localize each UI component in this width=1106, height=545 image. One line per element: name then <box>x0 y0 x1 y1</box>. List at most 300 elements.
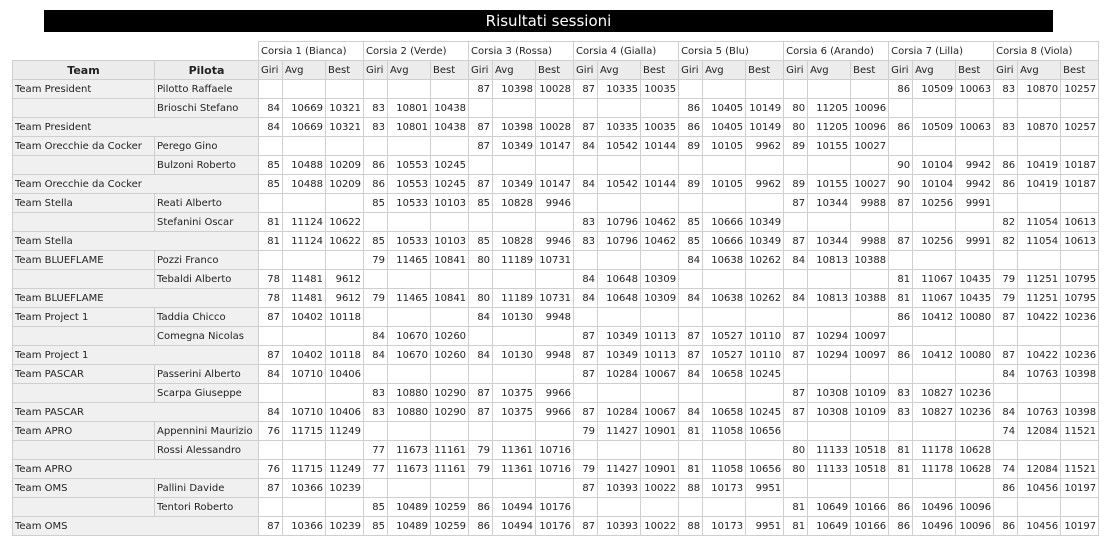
result-cell <box>469 365 493 384</box>
result-cell: 10022 <box>641 479 679 498</box>
result-cell <box>851 422 889 441</box>
result-cell <box>388 308 431 327</box>
result-cell: 10209 <box>326 156 364 175</box>
sub-column-header: Avg <box>388 61 431 80</box>
result-cell <box>493 365 536 384</box>
result-cell: 9962 <box>746 137 784 156</box>
result-cell <box>536 270 574 289</box>
result-cell: 10109 <box>851 403 889 422</box>
result-cell <box>746 441 784 460</box>
result-cell: 10130 <box>493 346 536 365</box>
result-cell: 11133 <box>808 441 851 460</box>
team-name <box>13 327 155 346</box>
result-cell: 10435 <box>956 270 994 289</box>
result-cell <box>889 422 913 441</box>
result-cell: 10658 <box>703 403 746 422</box>
result-cell <box>259 384 283 403</box>
result-cell: 11054 <box>1018 232 1061 251</box>
result-cell <box>469 479 493 498</box>
result-cell <box>364 270 388 289</box>
corsia-header: Corsia 7 (Lilla) <box>889 42 994 61</box>
team-name: Team OMS <box>13 517 259 536</box>
team-total-row <box>13 232 1099 251</box>
pilot-name: Pilotto Raffaele <box>155 80 259 99</box>
result-cell: 78 <box>259 270 283 289</box>
sub-column-header: Best <box>746 61 784 80</box>
result-cell: 86 <box>994 156 1018 175</box>
result-cell: 89 <box>679 175 703 194</box>
result-cell: 10406 <box>326 365 364 384</box>
result-cell: 83 <box>364 403 388 422</box>
result-cell: 84 <box>469 346 493 365</box>
result-cell: 10290 <box>431 403 469 422</box>
pilot-name: Rossi Alessandro <box>155 441 259 460</box>
result-cell: 10294 <box>808 327 851 346</box>
result-cell: 10494 <box>493 498 536 517</box>
result-cell: 87 <box>574 403 598 422</box>
result-cell <box>851 270 889 289</box>
result-cell: 79 <box>574 460 598 479</box>
result-cell: 85 <box>259 175 283 194</box>
result-cell: 83 <box>574 213 598 232</box>
result-cell: 10103 <box>431 194 469 213</box>
result-cell: 10104 <box>913 156 956 175</box>
result-cell: 10027 <box>851 175 889 194</box>
result-cell: 11161 <box>431 460 469 479</box>
result-cell: 10035 <box>641 80 679 99</box>
result-cell: 10419 <box>1018 156 1061 175</box>
result-cell: 10801 <box>388 99 431 118</box>
result-cell: 10239 <box>326 479 364 498</box>
result-cell: 10176 <box>536 498 574 517</box>
pilot-row <box>13 441 1099 460</box>
result-cell: 10613 <box>1061 213 1099 232</box>
result-cell: 10149 <box>746 118 784 137</box>
pilot-row <box>13 80 1099 99</box>
result-cell: 79 <box>469 441 493 460</box>
result-cell <box>994 137 1018 156</box>
result-cell: 87 <box>574 327 598 346</box>
result-cell: 87 <box>574 80 598 99</box>
result-cell: 9991 <box>956 232 994 251</box>
sub-column-header: Avg <box>283 61 326 80</box>
result-cell: 10096 <box>851 118 889 137</box>
result-cell: 81 <box>259 213 283 232</box>
results-table <box>12 41 1099 536</box>
result-cell <box>703 308 746 327</box>
result-cell: 83 <box>574 232 598 251</box>
corsia-header: Corsia 6 (Arando) <box>784 42 889 61</box>
result-cell <box>1061 384 1099 403</box>
result-cell <box>913 365 956 384</box>
result-cell: 11178 <box>913 460 956 479</box>
team-name: Team Stella <box>13 232 259 251</box>
result-cell: 86 <box>469 517 493 536</box>
result-cell <box>598 384 641 403</box>
result-cell: 10035 <box>641 118 679 137</box>
result-cell: 80 <box>784 460 808 479</box>
result-cell: 10349 <box>598 327 641 346</box>
team-name <box>13 213 155 232</box>
result-cell: 11058 <box>703 422 746 441</box>
result-cell <box>703 194 746 213</box>
result-cell: 79 <box>364 289 388 308</box>
result-cell <box>364 213 388 232</box>
result-cell: 84 <box>994 365 1018 384</box>
result-cell <box>851 213 889 232</box>
result-cell: 10880 <box>388 384 431 403</box>
result-cell <box>641 308 679 327</box>
result-cell: 11521 <box>1061 460 1099 479</box>
result-cell <box>1018 137 1061 156</box>
result-cell: 10419 <box>1018 175 1061 194</box>
result-cell <box>913 479 956 498</box>
result-cell: 11124 <box>283 213 326 232</box>
sub-column-header: Giri <box>994 61 1018 80</box>
result-cell: 10349 <box>746 232 784 251</box>
result-cell: 87 <box>469 137 493 156</box>
result-cell: 10308 <box>808 384 851 403</box>
result-cell: 10828 <box>493 194 536 213</box>
team-name: Team PASCAR <box>13 365 155 384</box>
result-cell <box>956 213 994 232</box>
result-cell <box>574 441 598 460</box>
result-cell: 10527 <box>703 346 746 365</box>
result-cell <box>746 498 784 517</box>
result-cell <box>889 137 913 156</box>
result-cell: 86 <box>994 175 1018 194</box>
team-name: Team APRO <box>13 422 155 441</box>
result-cell: 10670 <box>388 346 431 365</box>
result-cell: 86 <box>889 498 913 517</box>
result-cell: 10149 <box>746 99 784 118</box>
result-cell <box>283 137 326 156</box>
pilot-name: Appennini Maurizio <box>155 422 259 441</box>
result-cell <box>994 194 1018 213</box>
result-cell <box>493 327 536 346</box>
result-cell <box>956 479 994 498</box>
pilot-name: Perego Gino <box>155 137 259 156</box>
team-name: Team APRO <box>13 460 259 479</box>
team-name: Team Project 1 <box>13 308 155 327</box>
corsia-header: Corsia 8 (Viola) <box>994 42 1099 61</box>
result-cell <box>808 270 851 289</box>
pilot-row <box>13 365 1099 384</box>
result-cell: 11124 <box>283 232 326 251</box>
result-cell: 90 <box>889 175 913 194</box>
result-cell <box>574 251 598 270</box>
result-cell: 10176 <box>536 517 574 536</box>
result-cell: 11673 <box>388 441 431 460</box>
result-cell: 76 <box>259 422 283 441</box>
result-cell: 9948 <box>536 308 574 327</box>
result-cell: 10438 <box>431 118 469 137</box>
result-cell <box>956 99 994 118</box>
pilot-row <box>13 327 1099 346</box>
corsia-header: Corsia 2 (Verde) <box>364 42 469 61</box>
result-cell: 10063 <box>956 80 994 99</box>
result-cell: 10097 <box>851 327 889 346</box>
sub-column-header: Giri <box>889 61 913 80</box>
result-cell: 10716 <box>536 441 574 460</box>
result-cell: 10349 <box>598 346 641 365</box>
pilot-row <box>13 422 1099 441</box>
result-cell: 10656 <box>746 422 784 441</box>
result-cell: 10197 <box>1061 517 1099 536</box>
result-cell: 11249 <box>326 422 364 441</box>
result-cell: 10245 <box>746 403 784 422</box>
result-cell <box>679 498 703 517</box>
result-cell: 10294 <box>808 346 851 365</box>
result-cell: 10105 <box>703 137 746 156</box>
result-cell <box>283 441 326 460</box>
result-cell <box>388 213 431 232</box>
result-cell: 79 <box>994 289 1018 308</box>
result-cell: 10308 <box>808 403 851 422</box>
result-cell: 10321 <box>326 99 364 118</box>
result-cell: 10236 <box>956 384 994 403</box>
result-cell: 10553 <box>388 156 431 175</box>
result-cell: 87 <box>784 327 808 346</box>
result-cell <box>574 498 598 517</box>
result-cell: 10422 <box>1018 346 1061 365</box>
result-cell: 10245 <box>431 156 469 175</box>
result-cell: 10187 <box>1061 175 1099 194</box>
result-cell <box>956 365 994 384</box>
result-cell: 10658 <box>703 365 746 384</box>
result-cell <box>1018 251 1061 270</box>
result-cell: 9988 <box>851 194 889 213</box>
result-cell <box>431 308 469 327</box>
result-cell: 11481 <box>283 289 326 308</box>
result-cell <box>994 251 1018 270</box>
result-cell: 10456 <box>1018 517 1061 536</box>
result-cell: 10096 <box>851 99 889 118</box>
result-cell: 11361 <box>493 460 536 479</box>
result-cell: 87 <box>259 517 283 536</box>
result-cell: 10257 <box>1061 80 1099 99</box>
result-cell: 10488 <box>283 156 326 175</box>
result-cell: 11465 <box>388 251 431 270</box>
result-cell <box>851 156 889 175</box>
result-cell: 10262 <box>746 251 784 270</box>
result-cell <box>784 156 808 175</box>
team-name: Team Orecchie da Cocker <box>13 175 259 194</box>
result-cell: 9951 <box>746 517 784 536</box>
result-cell: 80 <box>469 289 493 308</box>
result-cell: 81 <box>679 422 703 441</box>
result-cell: 10103 <box>431 232 469 251</box>
result-cell: 86 <box>994 517 1018 536</box>
result-cell: 9612 <box>326 270 364 289</box>
result-cell: 85 <box>364 232 388 251</box>
sub-column-header: Giri <box>364 61 388 80</box>
team-column-header: Team <box>13 61 155 80</box>
result-cell <box>746 194 784 213</box>
result-cell <box>536 327 574 346</box>
result-cell: 10096 <box>956 498 994 517</box>
result-cell: 10435 <box>956 289 994 308</box>
result-cell: 10398 <box>493 80 536 99</box>
result-cell <box>913 213 956 232</box>
result-cell: 11054 <box>1018 213 1061 232</box>
result-cell: 87 <box>784 194 808 213</box>
result-cell: 9948 <box>536 346 574 365</box>
result-cell: 10259 <box>431 498 469 517</box>
result-cell: 10063 <box>956 118 994 137</box>
result-cell: 85 <box>679 213 703 232</box>
team-name: Team OMS <box>13 479 155 498</box>
result-cell: 10256 <box>913 194 956 213</box>
result-cell <box>598 251 641 270</box>
result-cell <box>641 251 679 270</box>
result-cell <box>493 213 536 232</box>
result-cell <box>913 137 956 156</box>
team-name <box>13 441 155 460</box>
result-cell <box>259 137 283 156</box>
result-cell: 10763 <box>1018 365 1061 384</box>
result-cell <box>536 99 574 118</box>
result-cell: 78 <box>259 289 283 308</box>
result-cell: 10166 <box>851 517 889 536</box>
result-cell <box>388 365 431 384</box>
result-cell: 85 <box>364 498 388 517</box>
result-cell <box>536 422 574 441</box>
result-cell: 10366 <box>283 479 326 498</box>
result-cell: 10656 <box>746 460 784 479</box>
sub-column-header: Avg <box>808 61 851 80</box>
result-cell: 10388 <box>851 289 889 308</box>
result-cell: 10533 <box>388 194 431 213</box>
result-cell <box>913 422 956 441</box>
result-cell: 86 <box>679 118 703 137</box>
result-cell <box>679 194 703 213</box>
result-cell: 10335 <box>598 80 641 99</box>
result-cell <box>431 213 469 232</box>
team-name <box>13 270 155 289</box>
result-cell: 9946 <box>536 194 574 213</box>
result-cell: 11481 <box>283 270 326 289</box>
result-cell: 84 <box>679 289 703 308</box>
result-cell: 10494 <box>493 517 536 536</box>
team-name <box>13 498 155 517</box>
result-cell: 11715 <box>283 460 326 479</box>
result-cell: 11249 <box>326 460 364 479</box>
result-cell: 10870 <box>1018 80 1061 99</box>
team-total-row <box>13 289 1099 308</box>
result-cell <box>1061 251 1099 270</box>
result-cell: 11161 <box>431 441 469 460</box>
result-cell: 10375 <box>493 403 536 422</box>
result-cell <box>703 80 746 99</box>
sub-column-header: Best <box>956 61 994 80</box>
sub-column-header: Best <box>641 61 679 80</box>
corsia-header-row <box>13 42 1099 61</box>
result-cell <box>889 365 913 384</box>
result-cell: 10130 <box>493 308 536 327</box>
result-cell: 85 <box>364 194 388 213</box>
result-cell: 86 <box>889 80 913 99</box>
result-cell <box>493 422 536 441</box>
result-cell: 10488 <box>283 175 326 194</box>
result-cell: 10553 <box>388 175 431 194</box>
result-cell <box>889 327 913 346</box>
team-name: Team Project 1 <box>13 346 259 365</box>
result-cell <box>326 441 364 460</box>
sub-column-header: Best <box>536 61 574 80</box>
result-cell <box>956 137 994 156</box>
result-cell <box>679 384 703 403</box>
result-cell: 10813 <box>808 289 851 308</box>
result-cell <box>493 156 536 175</box>
sub-column-header: Best <box>1061 61 1099 80</box>
result-cell <box>1061 327 1099 346</box>
result-cell <box>851 80 889 99</box>
result-cell: 10533 <box>388 232 431 251</box>
result-cell: 9942 <box>956 175 994 194</box>
result-cell <box>431 365 469 384</box>
result-cell <box>746 80 784 99</box>
result-cell: 87 <box>259 308 283 327</box>
result-cell: 10880 <box>388 403 431 422</box>
result-cell <box>259 251 283 270</box>
pilot-name: Tebaldi Alberto <box>155 270 259 289</box>
result-cell <box>574 156 598 175</box>
result-cell: 9966 <box>536 384 574 403</box>
team-name: Team PASCAR <box>13 403 259 422</box>
team-total-row <box>13 517 1099 536</box>
result-cell: 10321 <box>326 118 364 137</box>
result-cell <box>808 213 851 232</box>
result-cell <box>326 251 364 270</box>
header-spacer <box>13 42 259 61</box>
sub-column-header: Giri <box>259 61 283 80</box>
team-name <box>13 384 155 403</box>
result-cell <box>326 384 364 403</box>
pilot-row <box>13 251 1099 270</box>
result-cell: 10080 <box>956 308 994 327</box>
result-cell: 10813 <box>808 251 851 270</box>
result-cell: 9951 <box>746 479 784 498</box>
result-cell <box>679 308 703 327</box>
result-cell: 10027 <box>851 137 889 156</box>
result-cell: 84 <box>259 99 283 118</box>
result-cell: 84 <box>364 327 388 346</box>
result-cell: 83 <box>364 118 388 137</box>
result-cell <box>259 194 283 213</box>
result-cell <box>746 308 784 327</box>
team-total-row <box>13 346 1099 365</box>
result-cell <box>641 194 679 213</box>
result-cell: 84 <box>784 251 808 270</box>
result-cell <box>469 213 493 232</box>
result-cell: 83 <box>994 118 1018 137</box>
result-cell: 10398 <box>1061 403 1099 422</box>
result-cell: 10412 <box>913 346 956 365</box>
result-cell <box>889 251 913 270</box>
column-header-row <box>13 61 1099 80</box>
team-total-row <box>13 460 1099 479</box>
result-cell: 90 <box>889 156 913 175</box>
sub-column-header: Best <box>431 61 469 80</box>
result-cell: 81 <box>259 232 283 251</box>
result-cell: 10518 <box>851 460 889 479</box>
result-cell: 10628 <box>956 441 994 460</box>
result-cell <box>598 308 641 327</box>
result-cell: 84 <box>574 270 598 289</box>
result-cell <box>703 270 746 289</box>
sub-column-header: Avg <box>493 61 536 80</box>
